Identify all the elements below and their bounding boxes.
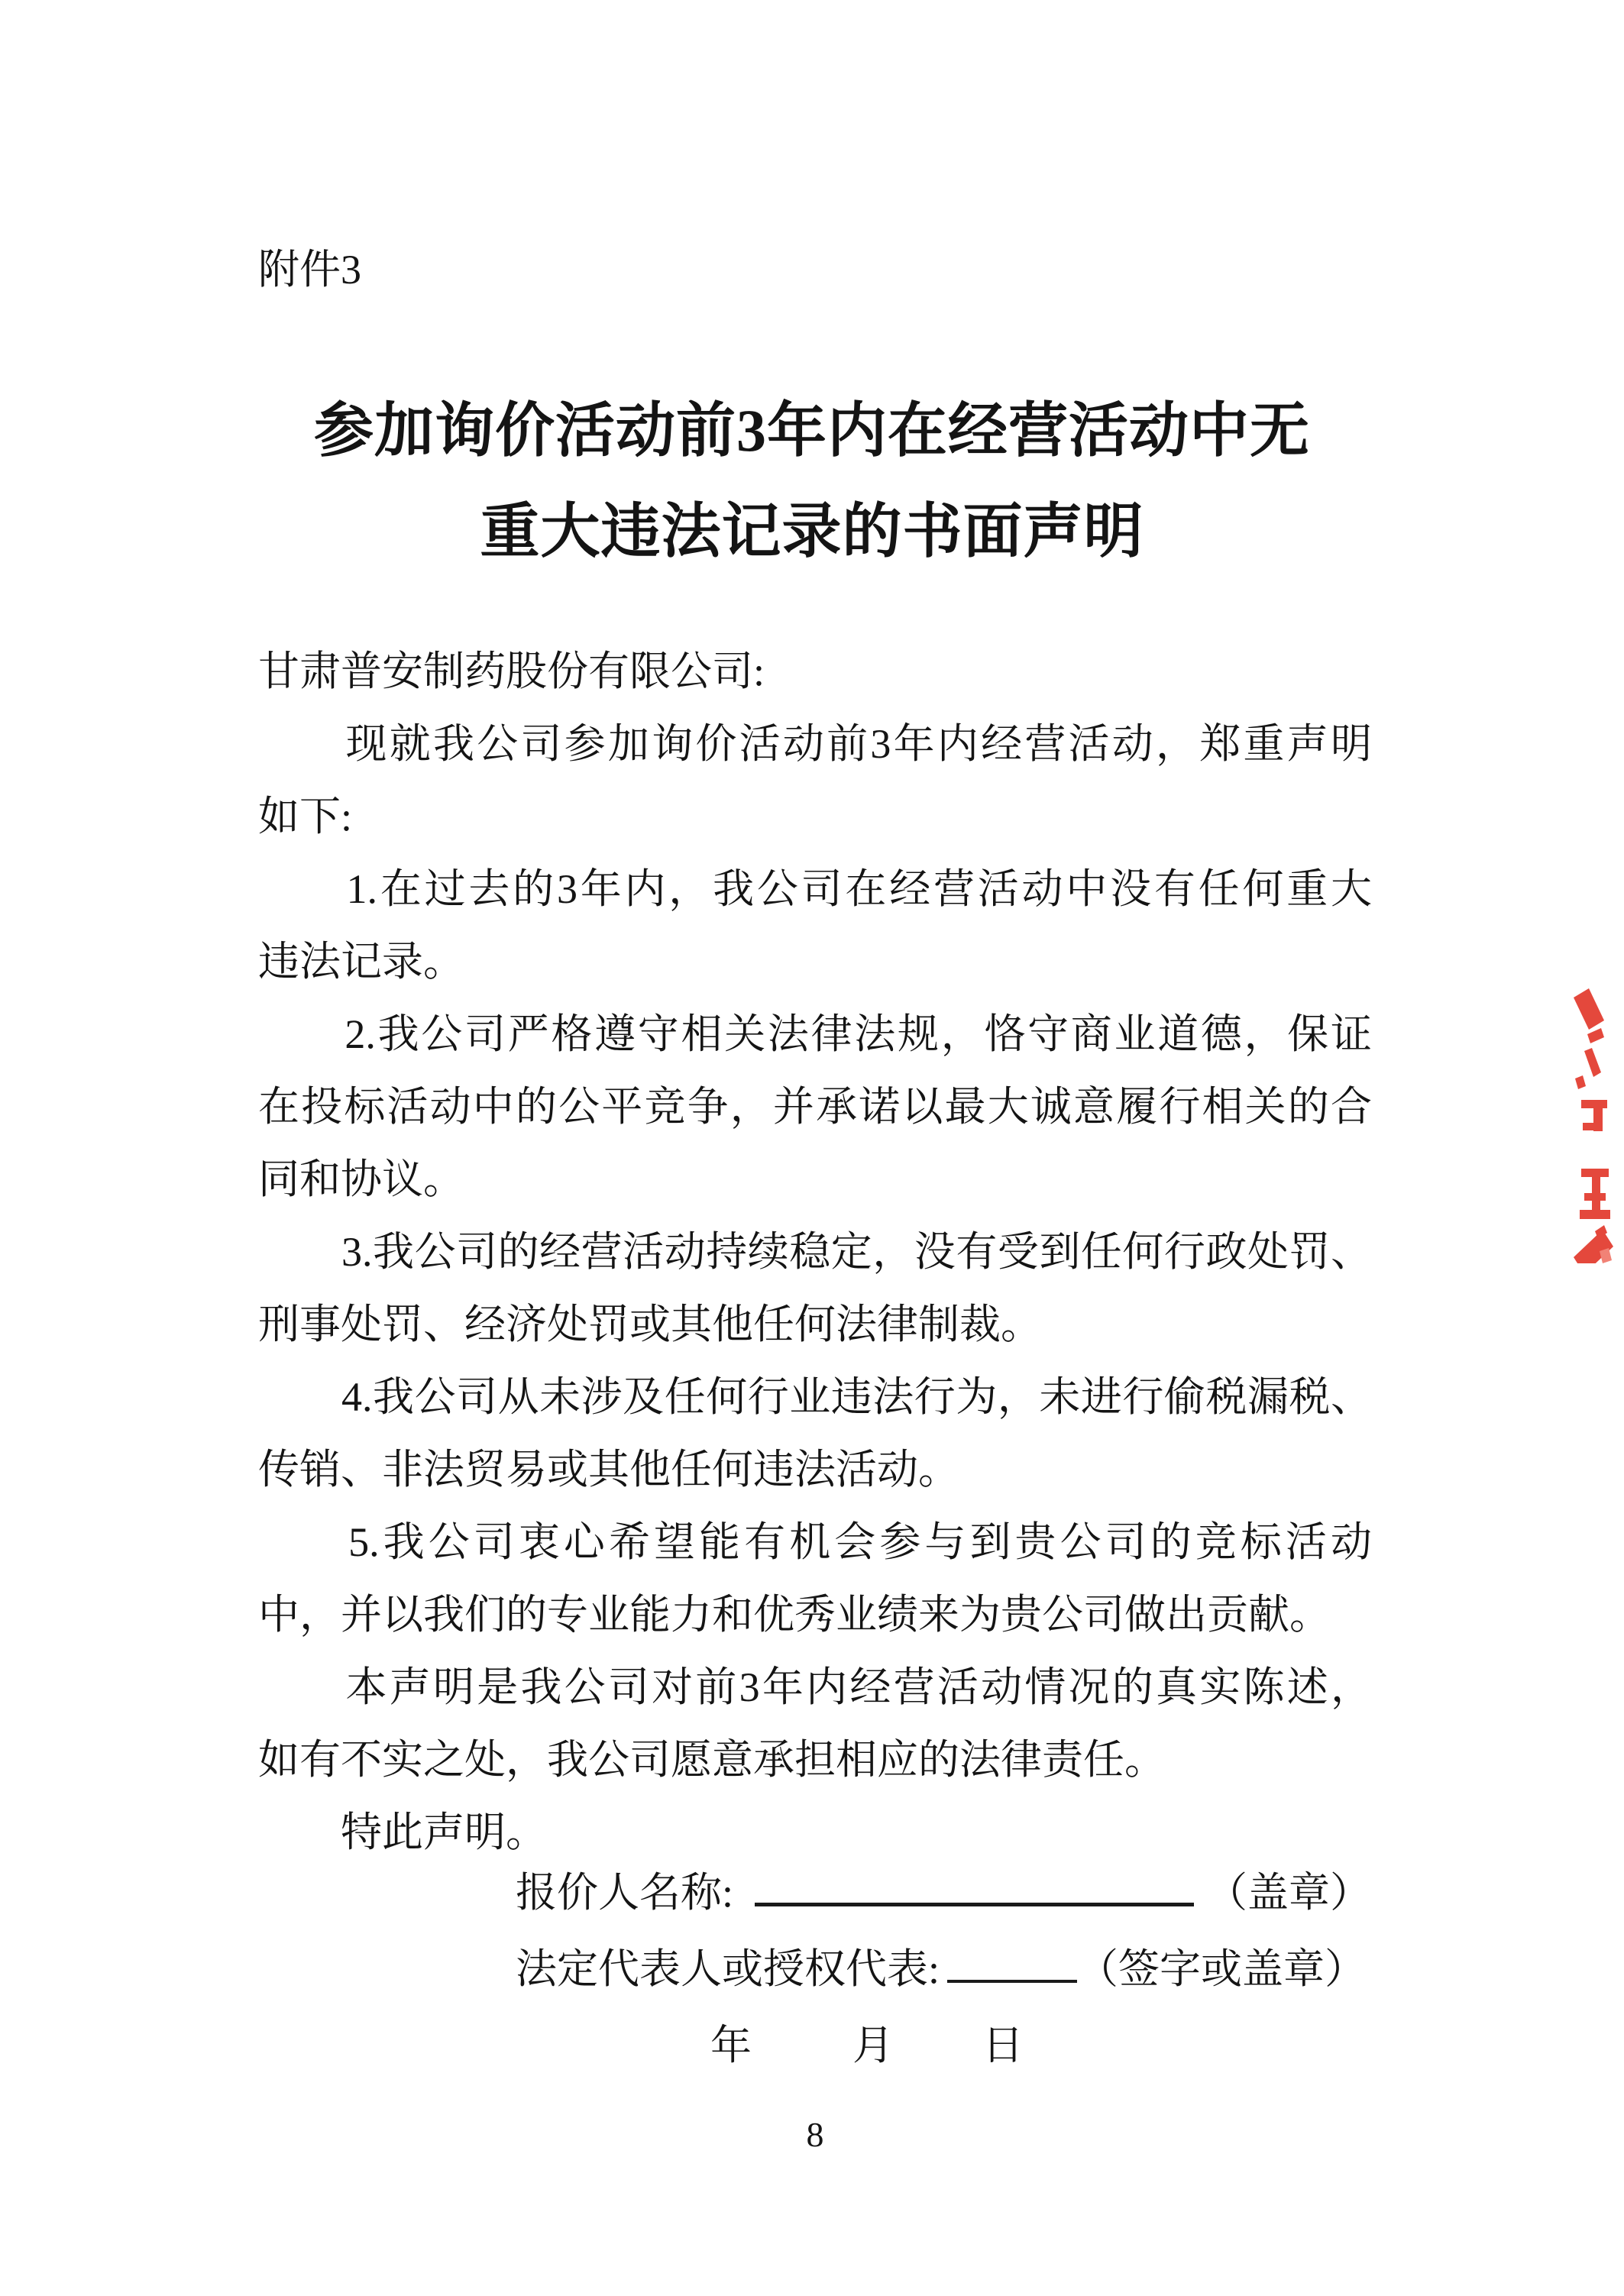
body-line: 本声明是我公司对前3年内经营活动情况的真实陈述， [258, 1664, 1372, 1710]
representative-seal-note: （签字或盖章） [1077, 1946, 1367, 1992]
signature-block [516, 1855, 1402, 2084]
body-line: 5.我公司衷心希望能有机会参与到贵公司的竞标活动 [258, 1519, 1372, 1565]
body-line: 违法记录。 [258, 939, 464, 985]
document-body [258, 635, 1372, 1869]
body-line: 特此声明。 [258, 1809, 547, 1855]
bidder-name-blank [755, 1861, 1194, 1906]
representative-label: 法定代表人或授权代表: [516, 1946, 940, 1992]
page-number: 8 [806, 2115, 824, 2154]
representative-blank [947, 1939, 1077, 1983]
bidder-name-line [516, 1855, 1402, 1931]
body-line: 中，并以我们的专业能力和优秀业绩来为贵公司做出贡献。 [258, 1592, 1331, 1638]
body-line: 2.我公司严格遵守相关法律法规，恪守商业道德，保证 [258, 1011, 1372, 1057]
body-line: 甘肃普安制药股份有限公司: [258, 648, 765, 694]
title-line-1: 参加询价活动前3年内在经营活动中无 [313, 397, 1310, 464]
attachment-label: 附件3 [258, 247, 361, 293]
body-line: 3.我公司的经营活动持续稳定，没有受到任何行政处罚、 [258, 1229, 1372, 1275]
representative-line [516, 1931, 1402, 2007]
body-line: 如下: [258, 794, 353, 839]
body-line: 1.在过去的3年内，我公司在经营活动中没有任何重大 [258, 866, 1372, 912]
bidder-name-label: 报价人名称: [516, 1870, 734, 1916]
day-label: 日 [982, 2023, 1024, 2068]
body-line: 如有不实之处，我公司愿意承担相应的法律责任。 [258, 1737, 1166, 1783]
bidder-seal-note: （盖章） [1206, 1870, 1372, 1916]
body-line: 在投标活动中的公平竞争，并承诺以最大诚意履行相关的合 [258, 1084, 1372, 1130]
year-label: 年 [710, 2023, 752, 2068]
body-line: 刑事处罚、经济处罚或其他任何法律制裁。 [258, 1302, 1042, 1347]
month-label: 月 [852, 2023, 894, 2068]
body-line: 现就我公司参加询价活动前3年内经营活动，郑重声明 [258, 721, 1372, 767]
document-title [255, 380, 1369, 582]
date-line [516, 2007, 1402, 2084]
body-line: 4.我公司从未涉及任何行业违法行为，未进行偷税漏税、 [258, 1374, 1372, 1420]
body-line: 同和协议。 [258, 1156, 464, 1202]
body-line: 传销、非法贸易或其他任何违法活动。 [258, 1447, 959, 1492]
red-stamp-fragment [1563, 985, 1624, 1263]
title-line-2: 重大违法记录的书面声明 [480, 498, 1144, 564]
